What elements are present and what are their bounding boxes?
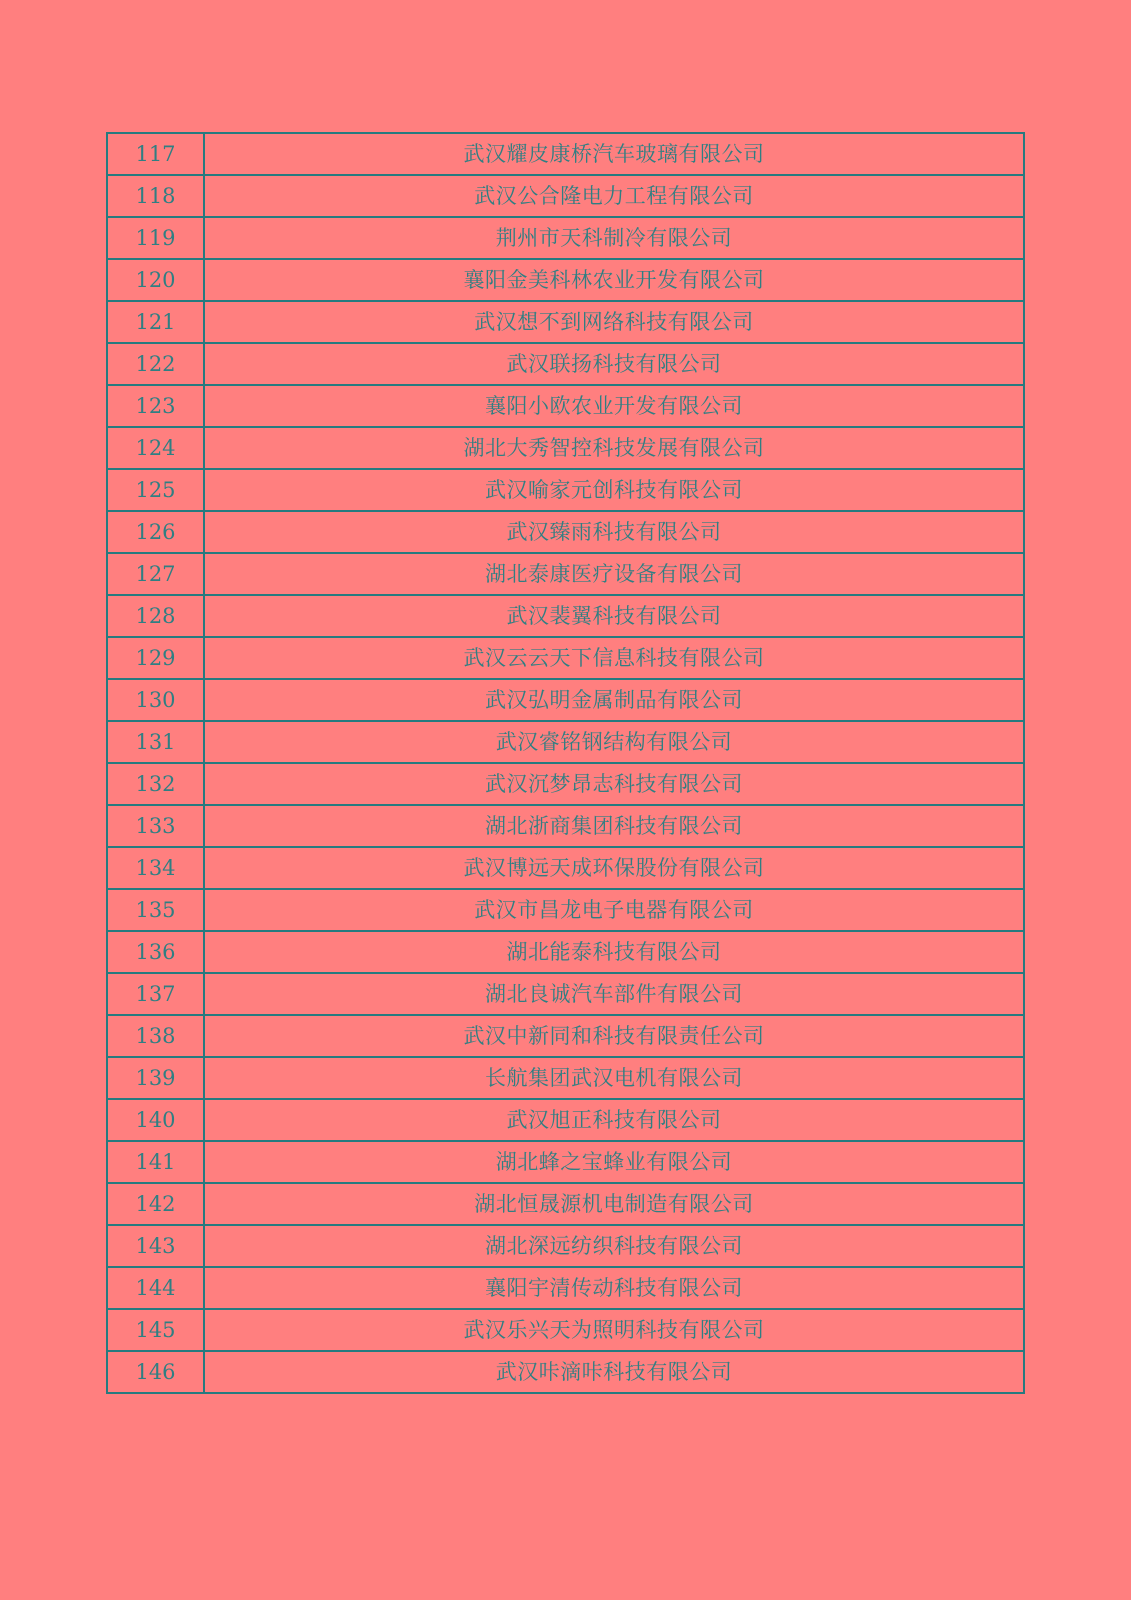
company-name: 湖北恒晟源机电制造有限公司 xyxy=(204,1183,1024,1225)
row-number: 119 xyxy=(107,217,204,259)
company-name: 湖北大秀智控科技发展有限公司 xyxy=(204,427,1024,469)
row-number: 122 xyxy=(107,343,204,385)
row-number: 141 xyxy=(107,1141,204,1183)
row-number: 139 xyxy=(107,1057,204,1099)
table-row xyxy=(107,511,1024,553)
table-row xyxy=(107,1225,1024,1267)
company-name: 武汉耀皮康桥汽车玻璃有限公司 xyxy=(204,133,1024,175)
table-row xyxy=(107,1015,1024,1057)
company-name: 武汉弘明金属制品有限公司 xyxy=(204,679,1024,721)
table-row xyxy=(107,301,1024,343)
table-row xyxy=(107,343,1024,385)
company-name: 襄阳金美科林农业开发有限公司 xyxy=(204,259,1024,301)
row-number: 136 xyxy=(107,931,204,973)
table-row xyxy=(107,973,1024,1015)
row-number: 128 xyxy=(107,595,204,637)
table-row xyxy=(107,259,1024,301)
row-number: 138 xyxy=(107,1015,204,1057)
company-name: 武汉云云天下信息科技有限公司 xyxy=(204,637,1024,679)
table-row xyxy=(107,1099,1024,1141)
row-number: 134 xyxy=(107,847,204,889)
row-number: 129 xyxy=(107,637,204,679)
company-name: 武汉旭正科技有限公司 xyxy=(204,1099,1024,1141)
table-row xyxy=(107,553,1024,595)
company-name: 武汉公合隆电力工程有限公司 xyxy=(204,175,1024,217)
row-number: 131 xyxy=(107,721,204,763)
company-name: 湖北良诚汽车部件有限公司 xyxy=(204,973,1024,1015)
company-name: 武汉乐兴天为照明科技有限公司 xyxy=(204,1309,1024,1351)
company-name: 武汉想不到网络科技有限公司 xyxy=(204,301,1024,343)
company-name: 武汉联扬科技有限公司 xyxy=(204,343,1024,385)
table-row xyxy=(107,217,1024,259)
company-name: 湖北浙商集团科技有限公司 xyxy=(204,805,1024,847)
table-row xyxy=(107,931,1024,973)
company-name: 武汉市昌龙电子电器有限公司 xyxy=(204,889,1024,931)
row-number: 124 xyxy=(107,427,204,469)
row-number: 132 xyxy=(107,763,204,805)
row-number: 125 xyxy=(107,469,204,511)
company-name: 长航集团武汉电机有限公司 xyxy=(204,1057,1024,1099)
table-row xyxy=(107,721,1024,763)
company-name: 武汉臻雨科技有限公司 xyxy=(204,511,1024,553)
table-row xyxy=(107,385,1024,427)
table-row xyxy=(107,847,1024,889)
row-number: 144 xyxy=(107,1267,204,1309)
table-row xyxy=(107,1351,1024,1393)
table-row xyxy=(107,637,1024,679)
company-list-table xyxy=(106,132,1025,1394)
company-name: 武汉裴翼科技有限公司 xyxy=(204,595,1024,637)
company-name: 湖北蜂之宝蜂业有限公司 xyxy=(204,1141,1024,1183)
row-number: 121 xyxy=(107,301,204,343)
table-row xyxy=(107,763,1024,805)
row-number: 118 xyxy=(107,175,204,217)
row-number: 137 xyxy=(107,973,204,1015)
row-number: 130 xyxy=(107,679,204,721)
table-row xyxy=(107,1057,1024,1099)
row-number: 142 xyxy=(107,1183,204,1225)
company-name: 湖北能泰科技有限公司 xyxy=(204,931,1024,973)
table-row xyxy=(107,133,1024,175)
table-row xyxy=(107,1183,1024,1225)
company-name: 武汉中新同和科技有限责任公司 xyxy=(204,1015,1024,1057)
company-name: 武汉睿铭钢结构有限公司 xyxy=(204,721,1024,763)
row-number: 135 xyxy=(107,889,204,931)
company-name: 湖北深远纺织科技有限公司 xyxy=(204,1225,1024,1267)
company-name: 武汉咔滴咔科技有限公司 xyxy=(204,1351,1024,1393)
row-number: 133 xyxy=(107,805,204,847)
table-row xyxy=(107,889,1024,931)
company-name: 湖北泰康医疗设备有限公司 xyxy=(204,553,1024,595)
row-number: 123 xyxy=(107,385,204,427)
table-row xyxy=(107,1267,1024,1309)
row-number: 126 xyxy=(107,511,204,553)
row-number: 120 xyxy=(107,259,204,301)
table-row xyxy=(107,1309,1024,1351)
table-row xyxy=(107,805,1024,847)
table-row xyxy=(107,175,1024,217)
row-number: 143 xyxy=(107,1225,204,1267)
company-name: 荆州市天科制冷有限公司 xyxy=(204,217,1024,259)
table-row xyxy=(107,427,1024,469)
table-row xyxy=(107,469,1024,511)
row-number: 117 xyxy=(107,133,204,175)
row-number: 145 xyxy=(107,1309,204,1351)
table-row xyxy=(107,679,1024,721)
table-row xyxy=(107,1141,1024,1183)
row-number: 146 xyxy=(107,1351,204,1393)
row-number: 140 xyxy=(107,1099,204,1141)
row-number: 127 xyxy=(107,553,204,595)
company-name: 武汉博远天成环保股份有限公司 xyxy=(204,847,1024,889)
company-name: 襄阳宇清传动科技有限公司 xyxy=(204,1267,1024,1309)
company-name: 襄阳小欧农业开发有限公司 xyxy=(204,385,1024,427)
company-name: 武汉沉梦昂志科技有限公司 xyxy=(204,763,1024,805)
table-row xyxy=(107,595,1024,637)
company-name: 武汉喻家元创科技有限公司 xyxy=(204,469,1024,511)
company-list-body xyxy=(107,133,1024,1393)
